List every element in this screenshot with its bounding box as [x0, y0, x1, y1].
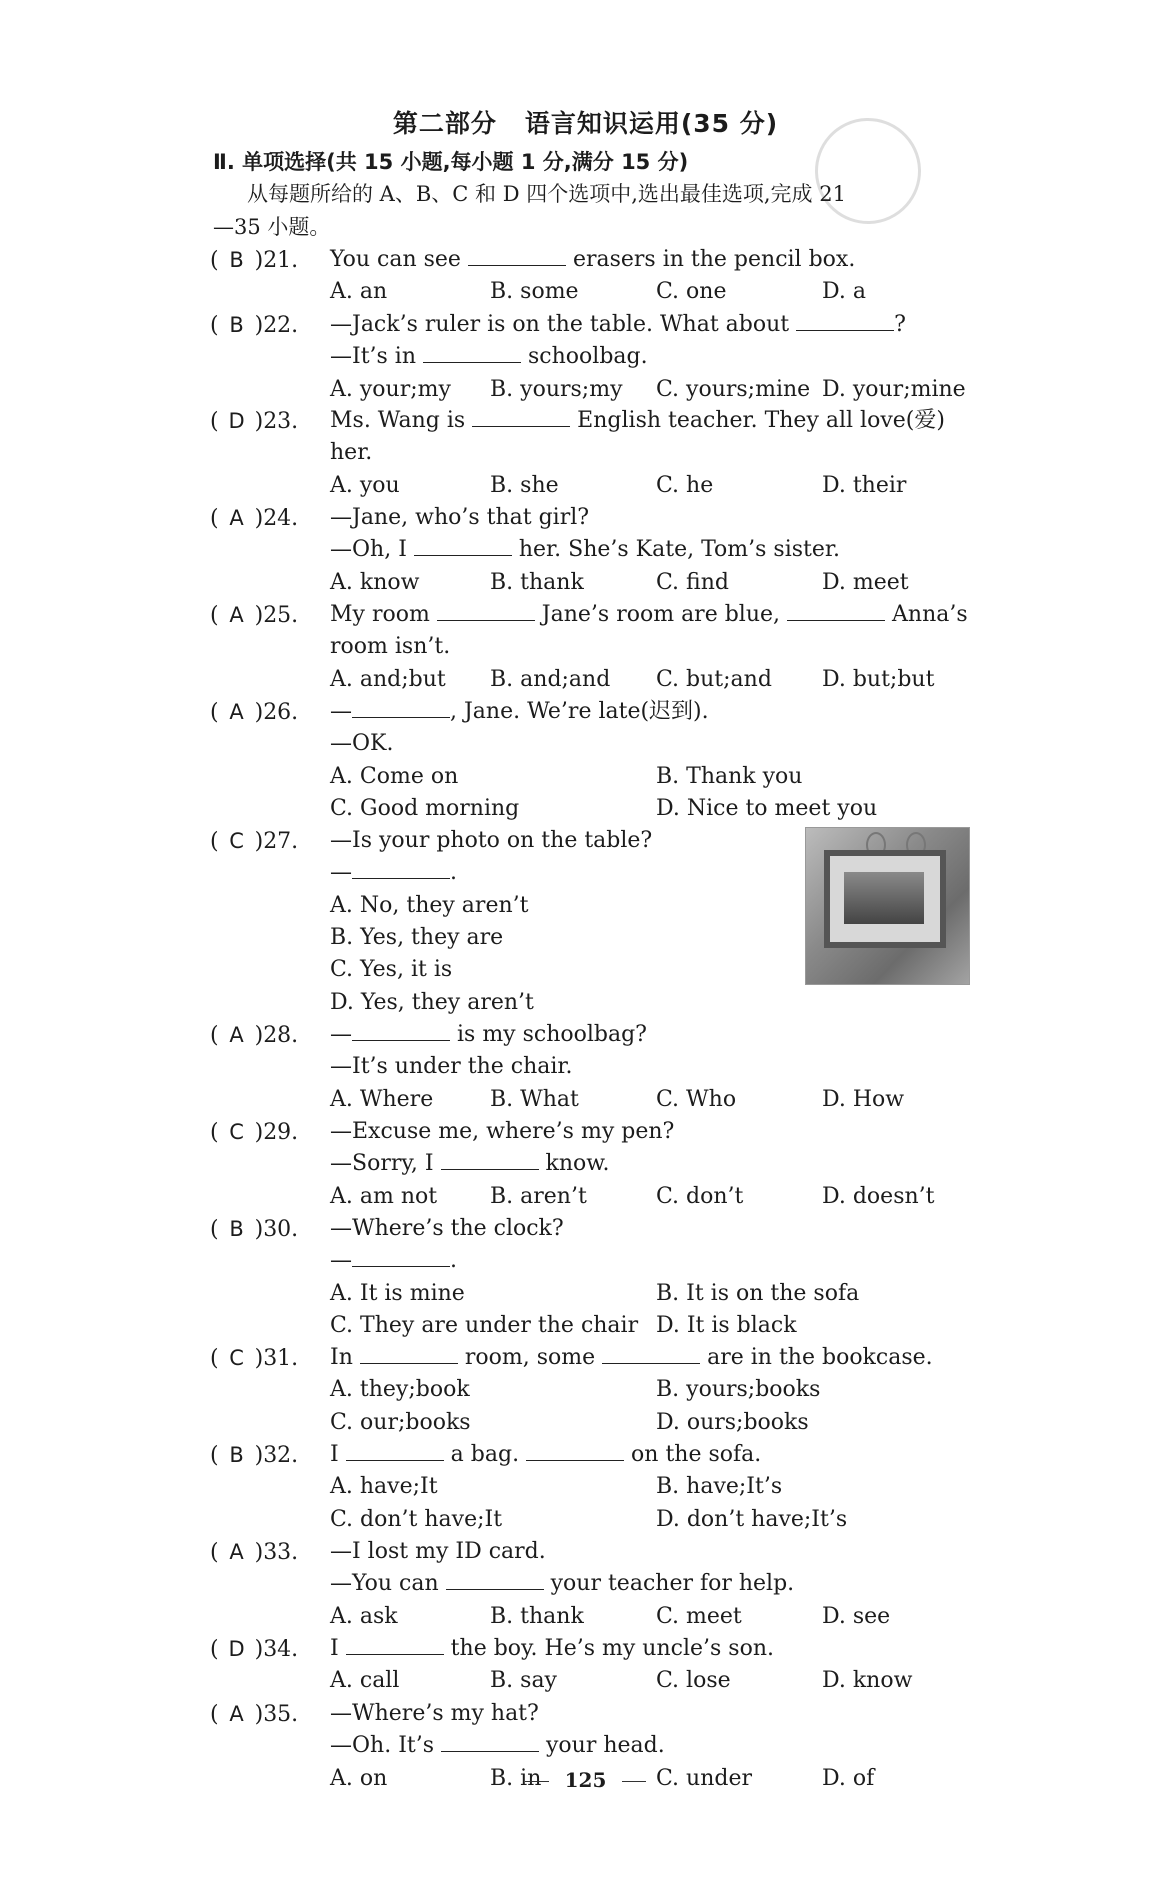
question-stem-line — [330, 1537, 546, 1567]
answer-option[interactable]: A. am not — [330, 1183, 438, 1209]
answer-option[interactable]: D. ours;books — [656, 1409, 809, 1435]
answer-option[interactable]: C. our;books — [330, 1409, 471, 1435]
answer-option[interactable]: D. their — [822, 472, 907, 498]
question-num-label: 28. — [263, 1023, 299, 1048]
answer-option[interactable]: A. have;It — [330, 1474, 438, 1500]
stem-text: —Jack’s ruler is on the table. What about — [330, 312, 797, 337]
question-stem-line — [330, 310, 906, 340]
answer-letter: A — [229, 700, 244, 724]
stem-text: Jane’s room are blue, — [534, 602, 788, 627]
question-num-label: 32. — [263, 1443, 299, 1468]
question-num-label: 25. — [263, 603, 299, 628]
stem-text: My room — [330, 602, 437, 627]
instructions-line-1: 从每题所给的 A、B、C 和 D 四个选项中,选出最佳选项,完成 21 — [247, 182, 846, 206]
question-stem-line — [330, 826, 652, 856]
stem-text: a bag. — [443, 1442, 527, 1467]
answer-option[interactable]: D. your;mine — [822, 376, 966, 402]
stem-text: . — [450, 1248, 457, 1274]
answer-option[interactable]: A. ask — [330, 1603, 398, 1629]
answer-option[interactable]: D. but;but — [822, 666, 935, 692]
answer-letter: B — [229, 248, 244, 272]
stem-text: —Jane, who’s that girl? — [330, 505, 590, 530]
stem-text: schoolbag. — [521, 344, 648, 370]
answer-option[interactable]: D. It is black — [656, 1312, 797, 1338]
question-stem-line — [330, 1569, 794, 1599]
answer-option[interactable]: B. she — [490, 472, 559, 498]
stem-text: ? — [894, 312, 906, 337]
answer-letter: A — [229, 1023, 244, 1047]
answer-blank — [437, 600, 535, 621]
question-stem-line — [330, 1020, 647, 1050]
question-number: ( D )34. — [210, 1634, 298, 1664]
answer-option[interactable]: C. Who — [656, 1086, 737, 1112]
stem-text: — — [330, 1022, 352, 1047]
answer-blank — [423, 342, 521, 363]
answer-blank — [352, 1020, 450, 1041]
question-stem-line — [330, 697, 709, 727]
stem-text: —I lost my ID card. — [330, 1539, 546, 1564]
photo-frame-image — [805, 827, 970, 985]
answer-option[interactable]: B. yours;books — [656, 1377, 821, 1403]
answer-option[interactable]: B. say — [490, 1668, 557, 1694]
question-stem-line — [330, 245, 855, 275]
stem-text: know. — [538, 1151, 610, 1177]
question-number: ( A )26. — [210, 697, 298, 727]
question-stem-line — [330, 438, 372, 468]
answer-letter: A — [229, 1540, 244, 1564]
stem-text: room isn’t. — [330, 634, 451, 660]
answer-option[interactable]: A. on — [330, 1765, 388, 1791]
question-stem-line — [330, 1731, 665, 1761]
stem-text: —You can — [330, 1571, 446, 1597]
stem-text: —Is your photo on the table? — [330, 828, 653, 853]
answer-option[interactable]: D. meet — [822, 569, 909, 595]
question-num-label: 34. — [263, 1637, 299, 1662]
answer-letter: D — [228, 409, 245, 433]
stem-text: are in the bookcase. — [700, 1345, 933, 1370]
stem-text: In — [330, 1345, 360, 1370]
section-heading: Ⅱ. 单项选择(共 15 小题,每小题 1 分,满分 15 分) — [213, 150, 689, 174]
answer-letter: C — [229, 1346, 244, 1370]
question-number: ( D )23. — [210, 406, 298, 436]
answer-option[interactable]: D. know — [822, 1668, 913, 1694]
answer-option[interactable]: C. find — [656, 569, 729, 595]
answer-option[interactable]: A. It is mine — [330, 1280, 465, 1306]
stem-text: —Oh. It’s — [330, 1733, 441, 1759]
question-stem-line — [330, 1343, 933, 1373]
answer-option[interactable]: C. but;and — [656, 666, 772, 692]
answer-option[interactable]: C. meet — [656, 1603, 742, 1629]
question-stem-line — [330, 1214, 564, 1244]
answer-option[interactable]: C. under — [656, 1765, 752, 1791]
question-number: ( C )29. — [210, 1117, 298, 1147]
stem-text: —OK. — [330, 731, 394, 757]
part-name: 语言知识运用(35 分) — [524, 109, 779, 138]
question-num-label: 22. — [263, 313, 299, 338]
stem-text: —Oh, I — [330, 537, 414, 563]
stem-text: her. — [330, 440, 373, 466]
answer-option[interactable]: B. Yes, they are — [330, 924, 504, 950]
stem-text: her. She’s Kate, Tom’s sister. — [511, 537, 840, 563]
answer-option[interactable]: C. Yes, it is — [330, 957, 453, 983]
question-num-label: 24. — [263, 506, 299, 531]
stem-text: I — [330, 1442, 346, 1467]
stem-text: on the sofa. — [624, 1442, 762, 1467]
answer-blank — [352, 697, 450, 718]
answer-option[interactable]: D. Nice to meet you — [656, 795, 878, 821]
answer-option[interactable]: C. yours;mine — [656, 376, 811, 402]
question-num-label: 30. — [263, 1217, 299, 1242]
page-footer — [0, 1768, 1171, 1792]
answer-blank — [346, 1440, 444, 1461]
answer-option[interactable]: A. Come on — [330, 763, 459, 789]
stem-text: Anna’s — [885, 602, 968, 627]
question-stem-line — [330, 600, 968, 630]
instructions — [213, 178, 983, 244]
answer-option[interactable]: A. Where — [330, 1086, 434, 1112]
stem-text: your teacher for help. — [543, 1571, 795, 1597]
answer-blank — [796, 310, 894, 331]
answer-option[interactable]: C. one — [656, 279, 727, 305]
answer-option[interactable]: B. thank — [490, 1603, 584, 1629]
answer-letter: A — [229, 1702, 244, 1726]
answer-option[interactable]: C. They are under the chair — [330, 1312, 639, 1338]
stem-text: , Jane. We’re late(迟到). — [450, 699, 709, 724]
question-number: ( C )31. — [210, 1343, 298, 1373]
answer-option[interactable]: B. have;It’s — [656, 1474, 783, 1500]
answer-blank — [346, 1634, 444, 1655]
answer-option[interactable]: B. It is on the sofa — [656, 1280, 860, 1306]
answer-blank — [526, 1440, 624, 1461]
answer-letter: C — [229, 829, 244, 853]
stem-text: room, some — [457, 1345, 603, 1370]
answer-option[interactable]: A. call — [330, 1668, 400, 1694]
answer-option[interactable]: C. he — [656, 472, 714, 498]
stem-text: —Where’s my hat? — [330, 1701, 539, 1726]
question-stem-line — [330, 1052, 573, 1082]
question-stem-line — [330, 632, 450, 662]
question-number: ( B )21. — [210, 245, 298, 275]
answer-option[interactable]: A. know — [330, 569, 420, 595]
question-stem-line — [330, 342, 648, 372]
answer-blank — [414, 535, 512, 556]
stem-text: —It’s in — [330, 344, 424, 370]
question-num-label: 27. — [263, 829, 299, 854]
question-number: ( A )25. — [210, 600, 298, 630]
question-stem-line — [330, 1634, 774, 1664]
stem-text: —Sorry, I — [330, 1151, 441, 1177]
question-num-label: 21. — [263, 248, 299, 273]
page-number: 125 — [564, 1768, 607, 1792]
answer-option[interactable]: D. don’t have;It’s — [656, 1506, 848, 1532]
answer-option[interactable]: A. No, they aren’t — [330, 892, 529, 918]
question-stem-line — [330, 1699, 539, 1729]
question-number: ( A )33. — [210, 1537, 298, 1567]
answer-blank — [360, 1343, 458, 1364]
question-stem-line — [330, 406, 945, 436]
answer-option[interactable]: A. an — [330, 279, 388, 305]
answer-option[interactable]: B. Thank you — [656, 763, 803, 789]
answer-option[interactable]: B. in — [490, 1765, 542, 1791]
question-stem-line — [330, 503, 589, 533]
answer-option[interactable]: D. see — [822, 1603, 891, 1629]
stem-text: the boy. He’s my uncle’s son. — [443, 1636, 774, 1661]
stem-text: — — [330, 860, 352, 886]
stem-text: is my schoolbag? — [450, 1022, 647, 1047]
question-num-label: 26. — [263, 700, 299, 725]
answer-blank — [468, 245, 566, 266]
question-num-label: 23. — [263, 409, 299, 434]
question-number: ( A )35. — [210, 1699, 298, 1729]
stem-text: —Excuse me, where’s my pen? — [330, 1119, 675, 1144]
instructions-line-2: —35 小题。 — [213, 215, 331, 239]
answer-option[interactable]: B. and;and — [490, 666, 611, 692]
stem-text: I — [330, 1636, 346, 1661]
question-stem-line — [330, 1246, 457, 1276]
stem-text: erasers in the pencil box. — [565, 247, 856, 272]
stem-text: Ms. Wang is — [330, 408, 473, 433]
stem-text: English teacher. They all love(爱) — [570, 408, 945, 433]
answer-blank — [352, 1246, 450, 1267]
question-stem-line — [330, 1149, 609, 1179]
question-number: ( C )27. — [210, 826, 298, 856]
question-stem-line — [330, 858, 457, 888]
answer-option[interactable]: C. don’t have;It — [330, 1506, 503, 1532]
answer-blank — [787, 600, 885, 621]
answer-option[interactable]: D. a — [822, 279, 866, 305]
answer-letter: B — [229, 1443, 244, 1467]
answer-blank — [441, 1149, 539, 1170]
question-num-label: 33. — [263, 1540, 299, 1565]
answer-option[interactable]: D. doesn’t — [822, 1183, 935, 1209]
stem-text: —It’s under the chair. — [330, 1054, 573, 1080]
question-num-label: 29. — [263, 1120, 299, 1145]
answer-letter: D — [228, 1637, 245, 1661]
answer-option[interactable]: B. thank — [490, 569, 584, 595]
answer-letter: A — [229, 506, 244, 530]
answer-option[interactable]: C. Good morning — [330, 795, 520, 821]
question-num-label: 31. — [263, 1346, 299, 1371]
question-stem-line — [330, 729, 393, 759]
answer-option[interactable]: B. yours;my — [490, 376, 623, 402]
answer-option[interactable]: B. some — [490, 279, 579, 305]
stem-text: — — [330, 699, 352, 724]
stem-text: . — [450, 860, 457, 886]
answer-letter: B — [229, 1217, 244, 1241]
answer-letter: B — [229, 313, 244, 337]
answer-option[interactable]: A. you — [330, 472, 400, 498]
answer-blank — [441, 1731, 539, 1752]
stem-text: — — [330, 1248, 352, 1274]
question-stem-line — [330, 1440, 761, 1470]
question-number: ( A )28. — [210, 1020, 298, 1050]
question-number: ( B )30. — [210, 1214, 298, 1244]
answer-letter: C — [229, 1120, 244, 1144]
question-stem-line — [330, 1117, 674, 1147]
part-label: 第二部分 — [392, 109, 497, 138]
answer-option[interactable]: A. your;my — [330, 376, 451, 402]
question-number: ( B )22. — [210, 310, 298, 340]
answer-option[interactable]: B. What — [490, 1086, 579, 1112]
stem-text: You can see — [330, 247, 468, 272]
question-stem-line — [330, 535, 840, 565]
answer-option[interactable]: A. and;but — [330, 666, 446, 692]
answer-option[interactable]: A. they;book — [330, 1377, 470, 1403]
question-num-label: 35. — [263, 1702, 299, 1727]
part-title — [0, 104, 1171, 140]
answer-option[interactable]: C. lose — [656, 1668, 731, 1694]
answer-option[interactable]: D. Yes, they aren’t — [330, 989, 534, 1015]
answer-letter: A — [229, 603, 244, 627]
question-number: ( A )24. — [210, 503, 298, 533]
answer-option[interactable]: D. How — [822, 1086, 905, 1112]
answer-blank — [602, 1343, 700, 1364]
stem-text: your head. — [539, 1733, 665, 1759]
answer-option[interactable]: C. don’t — [656, 1183, 744, 1209]
question-number: ( B )32. — [210, 1440, 298, 1470]
answer-blank — [352, 858, 450, 879]
answer-blank — [472, 406, 570, 427]
answer-blank — [446, 1569, 544, 1590]
answer-option[interactable]: B. aren’t — [490, 1183, 587, 1209]
answer-option[interactable]: D. of — [822, 1765, 875, 1791]
stem-text: —Where’s the clock? — [330, 1216, 564, 1241]
